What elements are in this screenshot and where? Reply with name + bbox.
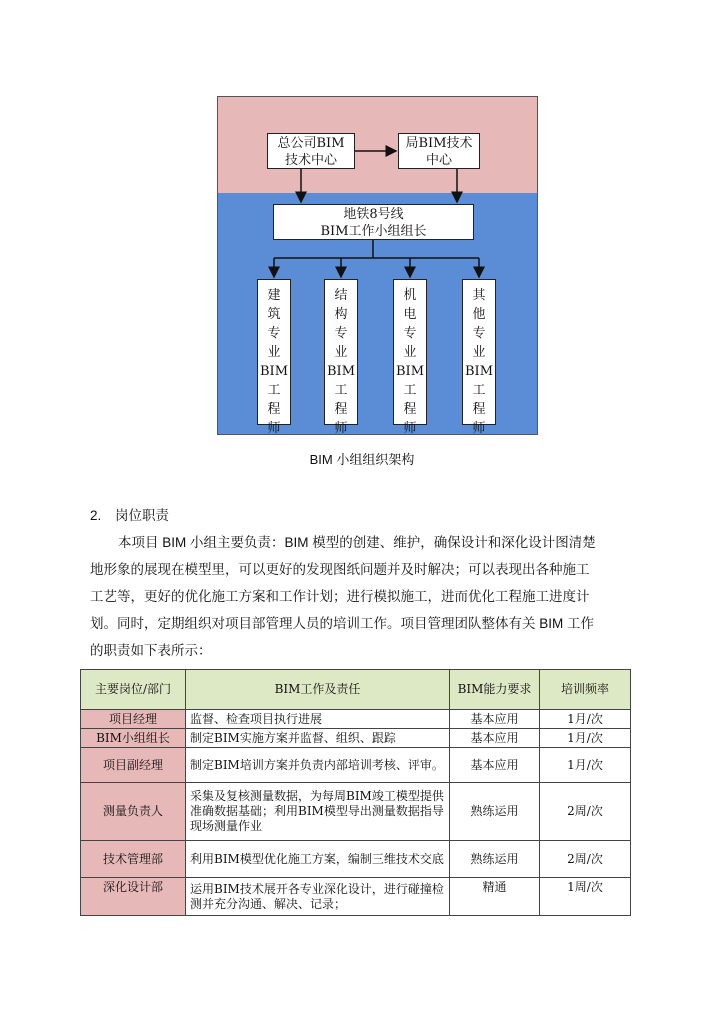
duty-cell: 制定BIM培训方案并负责内部培训考核、评审。 [186,748,450,783]
engineer-label-char: 程 [472,402,486,417]
table-row [81,783,631,841]
engineer-label-char: 专 [403,326,417,341]
group-leader-box: 地铁8号线 BIM工作小组组长 [273,204,474,240]
paragraph-line: 本项目 BIM 小组主要负责：BIM 模型的创建、维护，确保设计和深化设计图清楚 [118,535,596,550]
table-row [81,841,631,878]
role-cell: BIM小组组长 [81,729,186,748]
engineer-label-char: 工 [267,383,281,398]
ability-cell: 精通 [450,878,540,916]
frequency-cell: 1月/次 [540,710,631,729]
bureau-bim-center-box: 局BIM技术 中心 [398,133,480,169]
engineer-label-char: 结 [334,288,348,303]
engineer-label-char: 师 [267,421,281,435]
engineer-label-char: 专 [334,326,348,341]
header-ability: BIM能力要求 [450,670,540,710]
role-cell: 深化设计部 [81,878,186,916]
engineer-label-char: 专 [267,326,281,341]
engineer-label-char: 筑 [267,307,281,322]
table-row [81,748,631,783]
frequency-cell: 1周/次 [540,878,631,916]
section-paragraph [90,529,650,664]
engineer-label-char: 业 [334,345,348,360]
section-title: 岗位职责 [115,508,170,523]
org-chart-caption: BIM 小组组织架构 [309,452,415,467]
table-header-row [81,670,631,710]
engineer-label-char: 师 [472,421,486,435]
engineer-label-char: BIM [396,364,424,379]
ability-cell: 熟练运用 [450,841,540,878]
engineer-label-char: 业 [472,345,486,360]
table-row [81,878,631,916]
responsibility-table [80,669,631,916]
engineer-label-char: 构 [334,307,348,322]
ability-cell: 基本应用 [450,729,540,748]
ability-cell: 基本应用 [450,710,540,729]
frequency-cell: 2周/次 [540,783,631,841]
frequency-cell: 1月/次 [540,748,631,783]
duty-cell: 监督、检查项目执行进展 [186,710,450,729]
engineer-label-char: 他 [472,307,486,322]
role-cell: 测量负责人 [81,783,186,841]
engineer-label-char: 机 [403,288,417,303]
ability-cell: 熟练运用 [450,783,540,841]
role-cell: 技术管理部 [81,841,186,878]
duty-cell: 采集及复核测量数据，为每周BIM竣工模型提供准确数据基础；利用BIM模型导出测量数据指导现场测量作业 [186,783,450,841]
duty-cell: 制定BIM实施方案并监督、组织、跟踪 [186,729,450,748]
header-duty: BIM工作及责任 [186,670,450,710]
section-number: 2. [90,508,102,523]
section-heading [90,502,169,529]
engineer-label-char: BIM [327,364,355,379]
duty-cell: 利用BIM模型优化施工方案，编制三维技术交底 [186,841,450,878]
engineer-label-char: BIM [260,364,288,379]
engineer-label-char: 师 [334,421,348,435]
header-role: 主要岗位/部门 [81,670,186,710]
engineer-label-char: 工 [472,383,486,398]
paragraph-line: 地形象的展现在模型里，可以更好的发现图纸问题并及时解决；可以表现出各种施工 [90,562,590,577]
hq-bim-center-box: 总公司BIM 技术中心 [267,133,355,169]
engineer-label-char: 电 [403,307,417,322]
engineer-label-char: 程 [267,402,281,417]
paragraph-line: 的职责如下表所示： [90,643,212,658]
frequency-cell: 2周/次 [540,841,631,878]
engineer-label-char: 专 [472,326,486,341]
paragraph-line: 工艺等，更好的优化施工方案和工作计划；进行模拟施工，进而优化工程施工进度计 [90,589,590,604]
table-row [81,729,631,748]
org-chart [217,96,538,435]
paragraph-line: 划。同时，定期组织对项目部管理人员的培训工作。项目管理团队整体有关 BIM 工作 [90,616,595,631]
engineer-label-char: 师 [403,421,417,435]
engineer-label-char: 业 [403,345,417,360]
frequency-cell: 1月/次 [540,729,631,748]
role-cell: 项目经理 [81,710,186,729]
table-row [81,710,631,729]
role-cell: 项目副经理 [81,748,186,783]
engineer-label-char: BIM [465,364,493,379]
engineer-label-char: 程 [403,402,417,417]
engineer-label-char: 工 [334,383,348,398]
ability-cell: 基本应用 [450,748,540,783]
duty-cell: 运用BIM技术展开各专业深化设计，进行碰撞检测并充分沟通、解决、记录； [186,878,450,916]
engineer-label-char: 其 [472,288,486,303]
engineer-label-char: 工 [403,383,417,398]
engineer-label-char: 建 [267,288,281,303]
header-frequency: 培训频率 [540,670,631,710]
engineer-label-char: 业 [267,345,281,360]
engineer-label-char: 程 [334,402,348,417]
org-connectors [218,97,537,434]
